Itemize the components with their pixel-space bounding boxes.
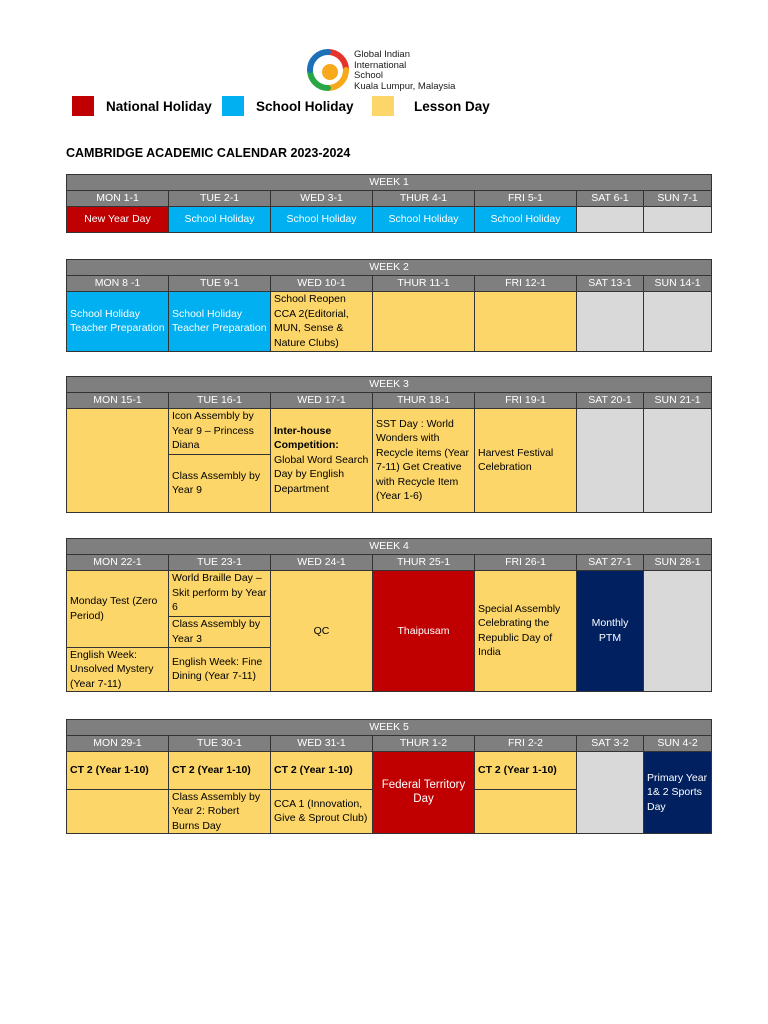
lesson-cell [373,291,475,351]
event-cell: School Holiday Teacher Preparation [169,291,271,351]
event-cell: School Holiday [169,206,271,232]
day-header: SUN 28-1 [644,554,712,570]
legend-lesson-day [372,96,490,116]
event-body: Global Word Search Day by English Department [274,453,369,495]
event-cell: SST Day : World Wonders with Recycle items (Year 7-11) Get Creative with Recycle Item (Year 1-6) [373,408,475,512]
lesson-cell [67,789,169,834]
event-cell: World Braille Day – Skit perform by Year 6 [169,570,271,616]
day-header: SAT 13-1 [577,275,644,291]
event-cell: CT 2 (Year 1-10) [169,751,271,789]
week-label: WEEK 1 [67,175,712,191]
week-4-table [66,538,712,692]
school-name-line: School [354,70,384,82]
school-logo-icon [306,48,350,92]
weekend-cell [577,206,644,232]
event-cell: Icon Assembly by Year 9 – Princess Diana [169,408,271,454]
event-cell: School Reopen CCA 2(Editorial, MUN, Sense & Nature Clubs) [271,291,373,351]
day-header: SUN 21-1 [644,392,712,408]
lesson-day-swatch [372,96,394,116]
school-name [354,50,455,92]
day-header: FRI 2-2 [475,735,577,751]
weekend-cell [577,751,644,834]
day-header: FRI 5-1 [475,190,577,206]
day-header: TUE 2-1 [169,190,271,206]
event-cell [271,408,373,512]
event-title: Inter-house Competition: [274,424,339,452]
event-cell: Class Assembly by Year 2: Robert Burns Day [169,789,271,834]
day-header: MON 29-1 [67,735,169,751]
school-name-line: Global Indian [354,49,410,60]
event-cell: Class Assembly by Year 9 [169,454,271,512]
day-header: THUR 4-1 [373,190,475,206]
school-holiday-swatch [222,96,244,116]
day-header: FRI 12-1 [475,275,577,291]
national-holiday-swatch [72,96,94,116]
event-cell: School Holiday Teacher Preparation [67,291,169,351]
day-header: THUR 18-1 [373,392,475,408]
legend-school-holiday [222,96,354,116]
day-header: TUE 30-1 [169,735,271,751]
weekend-cell [644,408,712,512]
day-header: FRI 19-1 [475,392,577,408]
day-header: MON 22-1 [67,554,169,570]
day-header: THUR 25-1 [373,554,475,570]
event-cell: Monthly PTM [577,570,644,692]
day-header: SAT 6-1 [577,190,644,206]
legend-label: Lesson Day [414,98,490,114]
day-header: SUN 7-1 [644,190,712,206]
event-cell: CT 2 (Year 1-10) [67,751,169,789]
legend-national-holiday [72,96,212,116]
weekend-cell [644,206,712,232]
event-cell: Thaipusam [373,570,475,692]
event-cell: Primary Year 1& 2 Sports Day [644,751,712,834]
day-header: MON 1-1 [67,190,169,206]
event-cell: English Week: Unsolved Mystery (Year 7-11) [67,647,169,692]
event-cell: CT 2 (Year 1-10) [271,751,373,789]
weekend-cell [644,291,712,351]
lesson-cell [475,789,577,834]
day-header: SAT 27-1 [577,554,644,570]
week-5-table [66,719,712,834]
weekend-cell [577,408,644,512]
event-cell: Special Assembly Celebrating the Republic Day of India [475,570,577,692]
school-name-line: International [354,59,407,71]
weekend-cell [577,291,644,351]
day-header: SAT 3-2 [577,735,644,751]
week-1-table [66,174,712,233]
day-header: SUN 4-2 [644,735,712,751]
week-label: WEEK 3 [67,377,712,393]
week-2-table [66,259,712,352]
legend-label: School Holiday [256,98,354,114]
lesson-cell [475,291,577,351]
day-header: WED 31-1 [271,735,373,751]
weekend-cell [644,570,712,692]
event-cell: English Week: Fine Dining (Year 7-11) [169,647,271,692]
day-header: TUE 9-1 [169,275,271,291]
day-header: THUR 11-1 [373,275,475,291]
event-cell: CCA 1 (Innovation, Give & Sprout Club) [271,789,373,834]
day-header: WED 3-1 [271,190,373,206]
event-cell: CT 2 (Year 1-10) [475,751,577,789]
day-header: WED 24-1 [271,554,373,570]
school-name-line: Kuala Lumpur, Malaysia [354,80,456,92]
day-header: SUN 14-1 [644,275,712,291]
day-header: MON 15-1 [67,392,169,408]
day-header: TUE 16-1 [169,392,271,408]
event-cell: School Holiday [373,206,475,232]
week-label: WEEK 4 [67,539,712,555]
day-header: WED 17-1 [271,392,373,408]
school-logo [306,48,481,96]
legend-label: National Holiday [106,98,212,114]
day-header: MON 8 -1 [67,275,169,291]
event-cell: Harvest Festival Celebration [475,408,577,512]
day-header: SAT 20-1 [577,392,644,408]
day-header: FRI 26-1 [475,554,577,570]
week-label: WEEK 5 [67,720,712,736]
event-cell: New Year Day [67,206,169,232]
event-cell: Class Assembly by Year 3 [169,616,271,647]
event-cell: QC [271,570,373,692]
event-cell: Federal Territory Day [373,751,475,834]
event-cell: School Holiday [271,206,373,232]
week-3-table [66,376,712,513]
lesson-cell [67,408,169,512]
day-header: THUR 1-2 [373,735,475,751]
event-cell: School Holiday [475,206,577,232]
day-header: WED 10-1 [271,275,373,291]
week-label: WEEK 2 [67,260,712,276]
page-title: CAMBRIDGE ACADEMIC CALENDAR 2023-2024 [66,146,351,160]
event-cell: Monday Test (Zero Period) [67,570,169,647]
day-header: TUE 23-1 [169,554,271,570]
